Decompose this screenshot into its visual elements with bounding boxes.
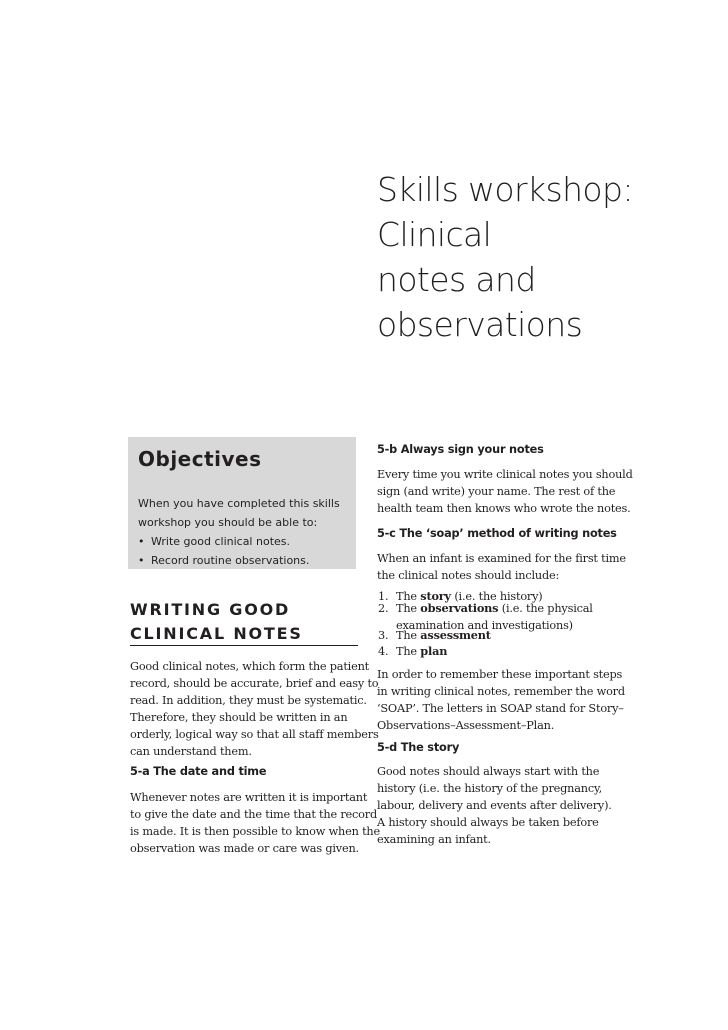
list-item: 4. The plan bbox=[378, 644, 448, 658]
list-item: 3. The assessment bbox=[378, 628, 491, 642]
section-heading: WRITING GOOD CLINICAL NOTES bbox=[130, 600, 303, 643]
objectives-box bbox=[128, 437, 356, 569]
objective-item: • Record routine observations. bbox=[138, 551, 353, 570]
intro-paragraph: Good clinical notes, which form the patient record, should be accurate, brief and easy to read. In addition, they must be systematic. Therefore, they should be written in an orderly, logical way so that all staff members can understand them. bbox=[130, 660, 379, 758]
section-divider bbox=[130, 645, 358, 646]
paragraph-5d: Good notes should always start with the history (i.e. the history of the pregnancy, labour, delivery and events after delivery). A history should always be taken before examining an infant. bbox=[377, 765, 612, 846]
bullet-icon: • bbox=[138, 554, 145, 567]
paragraph-5c-after: In order to remember these important steps in writing clinical notes, remember the word ‘SOAP’. The letters in SOAP stand for Story– Observations–Assessment–Plan. bbox=[377, 668, 625, 732]
objectives-intro: When you have completed this skills workshop you should be able to: bbox=[138, 497, 340, 529]
bullet-icon: • bbox=[138, 535, 145, 548]
subheading-5d: 5-d The story bbox=[377, 741, 460, 754]
objectives-heading: Objectives bbox=[138, 447, 262, 471]
objective-item: • Write good clinical notes. bbox=[138, 532, 353, 551]
subheading-5c: 5-c The ‘soap’ method of writing notes bbox=[377, 527, 617, 540]
list-item: 2. The observations (i.e. the physical examination and investigations) bbox=[378, 601, 593, 632]
title-line: Clinical bbox=[377, 215, 492, 254]
list-item: 1. The story (i.e. the history) bbox=[378, 589, 543, 603]
subheading-5b: 5-b Always sign your notes bbox=[377, 443, 544, 456]
title-line: Skills workshop: bbox=[377, 170, 633, 209]
page-title bbox=[377, 167, 717, 347]
paragraph-5a: Whenever notes are written it is important to give the date and the time that the record is made. It is then possible to know when the observation was made or care was given. bbox=[130, 791, 380, 855]
paragraph-5c: When an infant is examined for the first time the clinical notes should include: bbox=[377, 552, 626, 582]
subheading-5a: 5-a The date and time bbox=[130, 765, 267, 778]
title-line: observations bbox=[377, 305, 583, 344]
title-line: notes and bbox=[377, 260, 536, 299]
paragraph-5b: Every time you write clinical notes you should sign (and write) your name. The rest of the health team then knows who wrote the notes. bbox=[377, 468, 633, 515]
